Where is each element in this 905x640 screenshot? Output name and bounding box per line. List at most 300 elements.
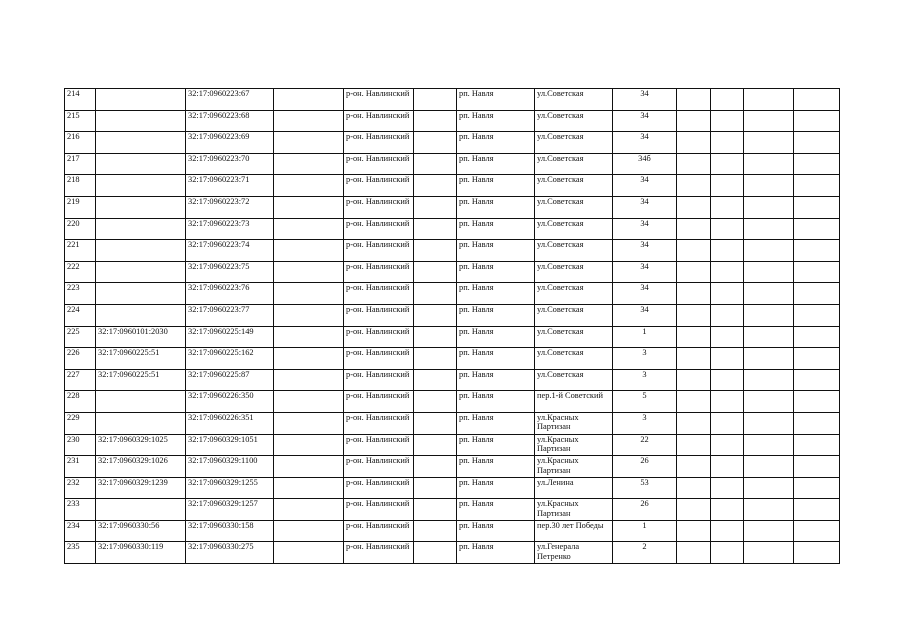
cadastral-number-cell: 32:17:0960223:68 bbox=[186, 110, 274, 132]
empty-cell bbox=[711, 369, 744, 391]
empty-cell bbox=[677, 261, 711, 283]
row-number-cell: 214 bbox=[65, 89, 96, 111]
parcel-number-cell bbox=[96, 132, 186, 154]
empty-cell bbox=[677, 456, 711, 478]
empty-cell bbox=[274, 261, 344, 283]
table-row bbox=[65, 456, 840, 478]
district-cell: р-он. Навлинский bbox=[344, 369, 414, 391]
table-row bbox=[65, 304, 840, 326]
settlement-cell: рп. Навля bbox=[457, 391, 535, 413]
empty-cell bbox=[711, 132, 744, 154]
empty-cell bbox=[794, 542, 840, 564]
address-table bbox=[64, 88, 840, 564]
empty-cell bbox=[677, 369, 711, 391]
empty-cell bbox=[744, 196, 794, 218]
empty-cell bbox=[711, 283, 744, 305]
empty-cell bbox=[274, 304, 344, 326]
cadastral-number-cell: 32:17:0960223:75 bbox=[186, 261, 274, 283]
table-row bbox=[65, 261, 840, 283]
empty-cell bbox=[677, 391, 711, 413]
district-cell: р-он. Навлинский bbox=[344, 499, 414, 521]
district-cell: р-он. Навлинский bbox=[344, 175, 414, 197]
empty-cell bbox=[711, 261, 744, 283]
district-cell: р-он. Навлинский bbox=[344, 283, 414, 305]
house-number-cell: 34 bbox=[613, 175, 677, 197]
street-cell: ул.Советская bbox=[535, 369, 613, 391]
row-number-cell: 221 bbox=[65, 240, 96, 262]
empty-cell bbox=[414, 153, 457, 175]
cadastral-number-cell: 32:17:0960223:67 bbox=[186, 89, 274, 111]
house-number-cell: 5 bbox=[613, 391, 677, 413]
table-row bbox=[65, 175, 840, 197]
street-cell: ул.Генерала Петренко bbox=[535, 542, 613, 564]
row-number-cell: 223 bbox=[65, 283, 96, 305]
table-row bbox=[65, 477, 840, 499]
parcel-number-cell: 32:17:0960101:2030 bbox=[96, 326, 186, 348]
empty-cell bbox=[711, 412, 744, 434]
settlement-cell: рп. Навля bbox=[457, 196, 535, 218]
cadastral-number-cell: 32:17:0960223:76 bbox=[186, 283, 274, 305]
empty-cell bbox=[744, 153, 794, 175]
empty-cell bbox=[744, 283, 794, 305]
street-cell: ул.Ленина bbox=[535, 477, 613, 499]
street-cell: пер.30 лет Победы bbox=[535, 520, 613, 542]
district-cell: р-он. Навлинский bbox=[344, 520, 414, 542]
parcel-number-cell bbox=[96, 391, 186, 413]
empty-cell bbox=[274, 412, 344, 434]
empty-cell bbox=[274, 283, 344, 305]
empty-cell bbox=[677, 520, 711, 542]
empty-cell bbox=[414, 283, 457, 305]
cadastral-number-cell: 32:17:0960329:1051 bbox=[186, 434, 274, 456]
empty-cell bbox=[711, 477, 744, 499]
settlement-cell: рп. Навля bbox=[457, 369, 535, 391]
empty-cell bbox=[677, 304, 711, 326]
parcel-number-cell: 32:17:0960330:56 bbox=[96, 520, 186, 542]
empty-cell bbox=[711, 348, 744, 370]
settlement-cell: рп. Навля bbox=[457, 283, 535, 305]
empty-cell bbox=[744, 326, 794, 348]
empty-cell bbox=[677, 348, 711, 370]
parcel-number-cell bbox=[96, 304, 186, 326]
empty-cell bbox=[414, 196, 457, 218]
street-cell: ул.Красных Партизан bbox=[535, 456, 613, 478]
street-cell: ул.Советская bbox=[535, 240, 613, 262]
empty-cell bbox=[711, 153, 744, 175]
parcel-number-cell bbox=[96, 153, 186, 175]
settlement-cell: рп. Навля bbox=[457, 434, 535, 456]
row-number-cell: 233 bbox=[65, 499, 96, 521]
street-cell: ул.Красных Партизан bbox=[535, 434, 613, 456]
empty-cell bbox=[711, 89, 744, 111]
cadastral-number-cell: 32:17:0960329:1100 bbox=[186, 456, 274, 478]
district-cell: р-он. Навлинский bbox=[344, 240, 414, 262]
cadastral-number-cell: 32:17:0960225:149 bbox=[186, 326, 274, 348]
empty-cell bbox=[711, 391, 744, 413]
table-row bbox=[65, 434, 840, 456]
empty-cell bbox=[744, 348, 794, 370]
parcel-number-cell bbox=[96, 110, 186, 132]
empty-cell bbox=[414, 240, 457, 262]
row-number-cell: 226 bbox=[65, 348, 96, 370]
empty-cell bbox=[744, 520, 794, 542]
empty-cell bbox=[794, 434, 840, 456]
house-number-cell: 34 bbox=[613, 261, 677, 283]
empty-cell bbox=[414, 261, 457, 283]
table-row bbox=[65, 283, 840, 305]
street-cell: ул.Советская bbox=[535, 153, 613, 175]
house-number-cell: 34 bbox=[613, 89, 677, 111]
empty-cell bbox=[677, 326, 711, 348]
empty-cell bbox=[794, 456, 840, 478]
empty-cell bbox=[274, 477, 344, 499]
parcel-number-cell: 32:17:0960225:51 bbox=[96, 348, 186, 370]
empty-cell bbox=[744, 132, 794, 154]
parcel-number-cell bbox=[96, 218, 186, 240]
empty-cell bbox=[414, 110, 457, 132]
street-cell: ул.Красных Партизан bbox=[535, 499, 613, 521]
empty-cell bbox=[414, 434, 457, 456]
empty-cell bbox=[274, 520, 344, 542]
house-number-cell: 1 bbox=[613, 520, 677, 542]
empty-cell bbox=[744, 412, 794, 434]
parcel-number-cell: 32:17:0960329:1025 bbox=[96, 434, 186, 456]
empty-cell bbox=[711, 499, 744, 521]
house-number-cell: 34 bbox=[613, 110, 677, 132]
empty-cell bbox=[414, 391, 457, 413]
empty-cell bbox=[677, 240, 711, 262]
parcel-number-cell bbox=[96, 240, 186, 262]
parcel-number-cell bbox=[96, 283, 186, 305]
empty-cell bbox=[794, 369, 840, 391]
empty-cell bbox=[274, 175, 344, 197]
empty-cell bbox=[744, 477, 794, 499]
empty-cell bbox=[794, 240, 840, 262]
empty-cell bbox=[744, 175, 794, 197]
empty-cell bbox=[274, 369, 344, 391]
parcel-number-cell bbox=[96, 261, 186, 283]
empty-cell bbox=[711, 520, 744, 542]
cadastral-number-cell: 32:17:0960225:162 bbox=[186, 348, 274, 370]
empty-cell bbox=[677, 412, 711, 434]
row-number-cell: 216 bbox=[65, 132, 96, 154]
table-row bbox=[65, 240, 840, 262]
settlement-cell: рп. Навля bbox=[457, 132, 535, 154]
empty-cell bbox=[794, 132, 840, 154]
house-number-cell: 34 bbox=[613, 283, 677, 305]
empty-cell bbox=[711, 456, 744, 478]
settlement-cell: рп. Навля bbox=[457, 542, 535, 564]
parcel-number-cell bbox=[96, 175, 186, 197]
empty-cell bbox=[414, 348, 457, 370]
street-cell: ул.Советская bbox=[535, 110, 613, 132]
district-cell: р-он. Навлинский bbox=[344, 434, 414, 456]
empty-cell bbox=[677, 153, 711, 175]
empty-cell bbox=[274, 153, 344, 175]
house-number-cell: 3 bbox=[613, 412, 677, 434]
row-number-cell: 234 bbox=[65, 520, 96, 542]
street-cell: ул.Советская bbox=[535, 175, 613, 197]
empty-cell bbox=[414, 477, 457, 499]
empty-cell bbox=[274, 218, 344, 240]
street-cell: ул.Советская bbox=[535, 283, 613, 305]
empty-cell bbox=[794, 218, 840, 240]
empty-cell bbox=[744, 456, 794, 478]
settlement-cell: рп. Навля bbox=[457, 304, 535, 326]
table-row bbox=[65, 520, 840, 542]
empty-cell bbox=[711, 110, 744, 132]
street-cell: ул.Советская bbox=[535, 218, 613, 240]
settlement-cell: рп. Навля bbox=[457, 240, 535, 262]
row-number-cell: 219 bbox=[65, 196, 96, 218]
empty-cell bbox=[744, 261, 794, 283]
empty-cell bbox=[744, 240, 794, 262]
house-number-cell: 1 bbox=[613, 326, 677, 348]
empty-cell bbox=[274, 391, 344, 413]
settlement-cell: рп. Навля bbox=[457, 175, 535, 197]
row-number-cell: 224 bbox=[65, 304, 96, 326]
parcel-number-cell bbox=[96, 89, 186, 111]
table-row bbox=[65, 153, 840, 175]
house-number-cell: 34 bbox=[613, 218, 677, 240]
empty-cell bbox=[274, 132, 344, 154]
empty-cell bbox=[744, 499, 794, 521]
house-number-cell: 2 bbox=[613, 542, 677, 564]
empty-cell bbox=[711, 434, 744, 456]
empty-cell bbox=[677, 196, 711, 218]
empty-cell bbox=[414, 369, 457, 391]
cadastral-number-cell: 32:17:0960226:351 bbox=[186, 412, 274, 434]
row-number-cell: 227 bbox=[65, 369, 96, 391]
parcel-number-cell: 32:17:0960330:119 bbox=[96, 542, 186, 564]
house-number-cell: 34б bbox=[613, 153, 677, 175]
empty-cell bbox=[794, 89, 840, 111]
settlement-cell: рп. Навля bbox=[457, 218, 535, 240]
empty-cell bbox=[677, 283, 711, 305]
empty-cell bbox=[794, 283, 840, 305]
empty-cell bbox=[414, 412, 457, 434]
empty-cell bbox=[711, 542, 744, 564]
empty-cell bbox=[677, 89, 711, 111]
settlement-cell: рп. Навля bbox=[457, 110, 535, 132]
parcel-number-cell: 32:17:0960225:51 bbox=[96, 369, 186, 391]
row-number-cell: 231 bbox=[65, 456, 96, 478]
row-number-cell: 217 bbox=[65, 153, 96, 175]
row-number-cell: 218 bbox=[65, 175, 96, 197]
empty-cell bbox=[794, 391, 840, 413]
empty-cell bbox=[744, 218, 794, 240]
district-cell: р-он. Навлинский bbox=[344, 326, 414, 348]
empty-cell bbox=[274, 348, 344, 370]
cadastral-number-cell: 32:17:0960330:158 bbox=[186, 520, 274, 542]
empty-cell bbox=[794, 175, 840, 197]
empty-cell bbox=[794, 520, 840, 542]
empty-cell bbox=[677, 542, 711, 564]
parcel-number-cell: 32:17:0960329:1239 bbox=[96, 477, 186, 499]
cadastral-number-cell: 32:17:0960226:350 bbox=[186, 391, 274, 413]
row-number-cell: 222 bbox=[65, 261, 96, 283]
empty-cell bbox=[677, 110, 711, 132]
house-number-cell: 26 bbox=[613, 456, 677, 478]
district-cell: р-он. Навлинский bbox=[344, 348, 414, 370]
empty-cell bbox=[414, 499, 457, 521]
house-number-cell: 3 bbox=[613, 369, 677, 391]
empty-cell bbox=[274, 240, 344, 262]
district-cell: р-он. Навлинский bbox=[344, 218, 414, 240]
street-cell: ул.Советская bbox=[535, 261, 613, 283]
table-row bbox=[65, 499, 840, 521]
cadastral-number-cell: 32:17:0960225:87 bbox=[186, 369, 274, 391]
cadastral-number-cell: 32:17:0960223:77 bbox=[186, 304, 274, 326]
house-number-cell: 34 bbox=[613, 132, 677, 154]
district-cell: р-он. Навлинский bbox=[344, 110, 414, 132]
row-number-cell: 225 bbox=[65, 326, 96, 348]
table-row bbox=[65, 369, 840, 391]
empty-cell bbox=[744, 304, 794, 326]
district-cell: р-он. Навлинский bbox=[344, 153, 414, 175]
empty-cell bbox=[794, 499, 840, 521]
parcel-number-cell bbox=[96, 412, 186, 434]
cadastral-number-cell: 32:17:0960223:71 bbox=[186, 175, 274, 197]
cadastral-number-cell: 32:17:0960223:73 bbox=[186, 218, 274, 240]
settlement-cell: рп. Навля bbox=[457, 89, 535, 111]
empty-cell bbox=[414, 326, 457, 348]
street-cell: ул.Советская bbox=[535, 89, 613, 111]
house-number-cell: 34 bbox=[613, 240, 677, 262]
empty-cell bbox=[794, 348, 840, 370]
house-number-cell: 34 bbox=[613, 304, 677, 326]
settlement-cell: рп. Навля bbox=[457, 348, 535, 370]
empty-cell bbox=[794, 412, 840, 434]
empty-cell bbox=[677, 175, 711, 197]
district-cell: р-он. Навлинский bbox=[344, 304, 414, 326]
row-number-cell: 230 bbox=[65, 434, 96, 456]
empty-cell bbox=[414, 89, 457, 111]
row-number-cell: 229 bbox=[65, 412, 96, 434]
empty-cell bbox=[744, 89, 794, 111]
street-cell: ул.Советская bbox=[535, 348, 613, 370]
house-number-cell: 53 bbox=[613, 477, 677, 499]
house-number-cell: 22 bbox=[613, 434, 677, 456]
empty-cell bbox=[677, 499, 711, 521]
table-body bbox=[65, 89, 840, 564]
empty-cell bbox=[414, 132, 457, 154]
empty-cell bbox=[794, 110, 840, 132]
empty-cell bbox=[744, 369, 794, 391]
empty-cell bbox=[274, 499, 344, 521]
district-cell: р-он. Навлинский bbox=[344, 391, 414, 413]
settlement-cell: рп. Навля bbox=[457, 153, 535, 175]
settlement-cell: рп. Навля bbox=[457, 412, 535, 434]
empty-cell bbox=[677, 218, 711, 240]
empty-cell bbox=[744, 542, 794, 564]
empty-cell bbox=[274, 326, 344, 348]
district-cell: р-он. Навлинский bbox=[344, 477, 414, 499]
empty-cell bbox=[414, 175, 457, 197]
district-cell: р-он. Навлинский bbox=[344, 456, 414, 478]
table-row bbox=[65, 132, 840, 154]
empty-cell bbox=[414, 542, 457, 564]
table-row bbox=[65, 110, 840, 132]
district-cell: р-он. Навлинский bbox=[344, 261, 414, 283]
row-number-cell: 220 bbox=[65, 218, 96, 240]
cadastral-number-cell: 32:17:0960223:74 bbox=[186, 240, 274, 262]
table-row bbox=[65, 412, 840, 434]
settlement-cell: рп. Навля bbox=[457, 477, 535, 499]
street-cell: ул.Красных Партизан bbox=[535, 412, 613, 434]
street-cell: пер.1-й Советский bbox=[535, 391, 613, 413]
district-cell: р-он. Навлинский bbox=[344, 196, 414, 218]
settlement-cell: рп. Навля bbox=[457, 326, 535, 348]
empty-cell bbox=[744, 434, 794, 456]
table-row bbox=[65, 391, 840, 413]
district-cell: р-он. Навлинский bbox=[344, 132, 414, 154]
empty-cell bbox=[711, 326, 744, 348]
empty-cell bbox=[274, 456, 344, 478]
cadastral-number-cell: 32:17:0960329:1255 bbox=[186, 477, 274, 499]
empty-cell bbox=[711, 218, 744, 240]
row-number-cell: 235 bbox=[65, 542, 96, 564]
empty-cell bbox=[744, 391, 794, 413]
empty-cell bbox=[711, 304, 744, 326]
empty-cell bbox=[414, 304, 457, 326]
district-cell: р-он. Навлинский bbox=[344, 542, 414, 564]
empty-cell bbox=[711, 240, 744, 262]
empty-cell bbox=[414, 456, 457, 478]
table-row bbox=[65, 218, 840, 240]
settlement-cell: рп. Навля bbox=[457, 520, 535, 542]
street-cell: ул.Советская bbox=[535, 304, 613, 326]
street-cell: ул.Советская bbox=[535, 326, 613, 348]
empty-cell bbox=[677, 477, 711, 499]
parcel-number-cell bbox=[96, 499, 186, 521]
cadastral-number-cell: 32:17:0960223:72 bbox=[186, 196, 274, 218]
empty-cell bbox=[677, 434, 711, 456]
empty-cell bbox=[274, 542, 344, 564]
empty-cell bbox=[794, 477, 840, 499]
empty-cell bbox=[414, 218, 457, 240]
empty-cell bbox=[274, 196, 344, 218]
street-cell: ул.Советская bbox=[535, 132, 613, 154]
table-row bbox=[65, 542, 840, 564]
row-number-cell: 232 bbox=[65, 477, 96, 499]
street-cell: ул.Советская bbox=[535, 196, 613, 218]
settlement-cell: рп. Навля bbox=[457, 261, 535, 283]
table-row bbox=[65, 89, 840, 111]
house-number-cell: 34 bbox=[613, 196, 677, 218]
empty-cell bbox=[794, 326, 840, 348]
document-page bbox=[64, 88, 840, 564]
empty-cell bbox=[711, 196, 744, 218]
house-number-cell: 3 bbox=[613, 348, 677, 370]
empty-cell bbox=[794, 196, 840, 218]
empty-cell bbox=[794, 261, 840, 283]
cadastral-number-cell: 32:17:0960330:275 bbox=[186, 542, 274, 564]
empty-cell bbox=[677, 132, 711, 154]
district-cell: р-он. Навлинский bbox=[344, 89, 414, 111]
cadastral-number-cell: 32:17:0960223:69 bbox=[186, 132, 274, 154]
house-number-cell: 26 bbox=[613, 499, 677, 521]
cadastral-number-cell: 32:17:0960329:1257 bbox=[186, 499, 274, 521]
parcel-number-cell bbox=[96, 196, 186, 218]
district-cell: р-он. Навлинский bbox=[344, 412, 414, 434]
table-row bbox=[65, 326, 840, 348]
empty-cell bbox=[274, 434, 344, 456]
row-number-cell: 215 bbox=[65, 110, 96, 132]
cadastral-number-cell: 32:17:0960223:70 bbox=[186, 153, 274, 175]
row-number-cell: 228 bbox=[65, 391, 96, 413]
settlement-cell: рп. Навля bbox=[457, 499, 535, 521]
